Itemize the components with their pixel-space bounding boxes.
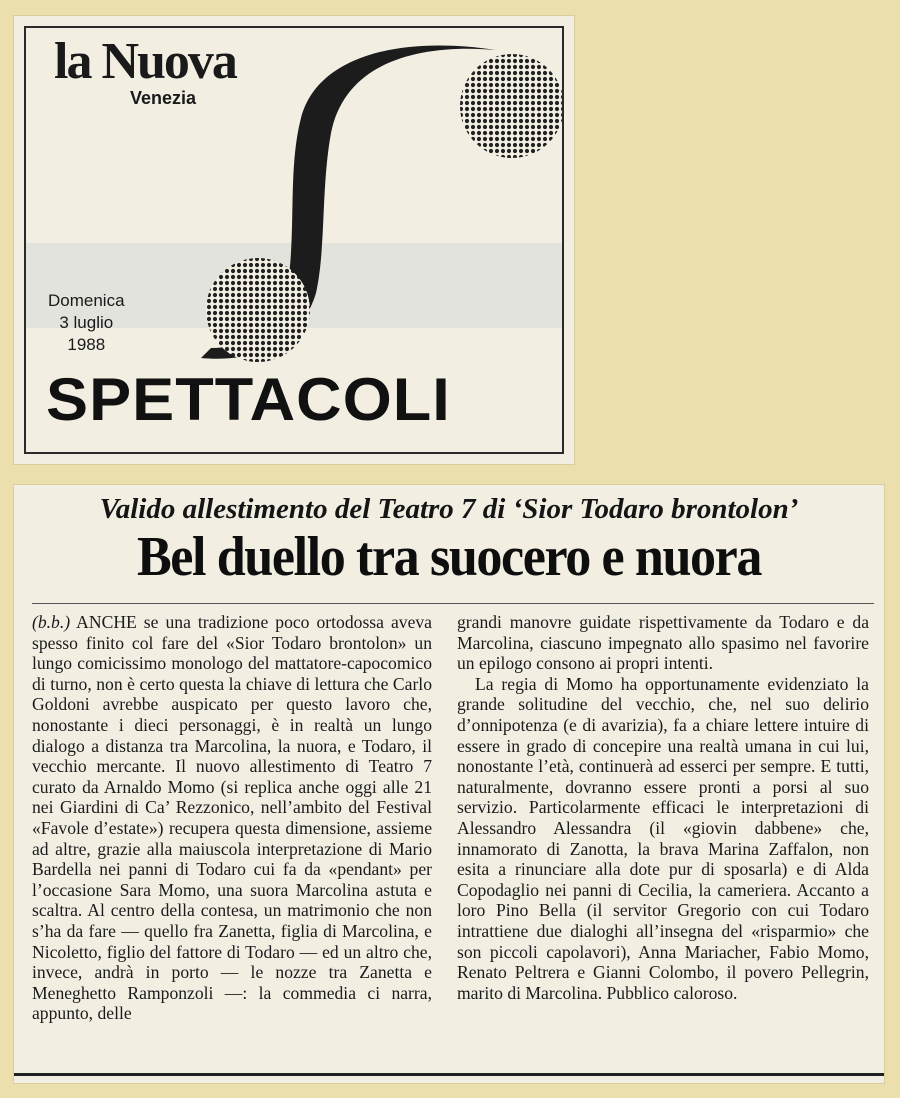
article-paragraph: La regia di Momo ha opportunamente evidenziato la grande solitudine del vecchio, che, nel suo delirio d’onnipotenza (e di avarizia), fa a chiare lettere intuire di essere in grado di concepire una realtà umana in cui lui, nonostante l’età, continuerà ad esserci per sempre. E tutti, naturalmente, dovranno essere pronti a porsi al suo servizio. Particolarmente efficaci le interpretazioni di Alessandro Alessandra (il «giovin dabbene» che, innamorato di Zanotta, la brava Marina Zaffalon, non esita a rinunciare alla dote pur di sposarla) e di Alda Copodaglio nei panni di Cecilia, la cameriera. Accanto a loro Pino Bella (il servitor Gregorio con cui Todaro intrattiene due dialoghi all’insegna del «risparmio» che son piccoli capolavori), Anna Mariacher, Fabio Momo, Renato Peltrera e Gianni Colombo, il povero Pellegrin, marito di Marcolina. Pubblico caloroso. <box>457 673 869 1003</box>
headline-divider <box>32 603 874 604</box>
date-day: Domenica <box>48 291 125 310</box>
article-kicker: Valido allestimento del Teatro 7 di ‘Sior Todaro brontolon’ <box>99 493 799 525</box>
article-clipping <box>14 485 884 1083</box>
masthead-frame <box>24 26 564 454</box>
article-column-left <box>32 612 432 1024</box>
dotted-circle-top <box>460 54 564 158</box>
date-year: 1988 <box>67 335 106 354</box>
article-paragraph: grandi manovre guidate rispettivamente da Todaro e da Marcolina, ciascuno impegnato allo spasimo nel favorire un epilogo consono ai propri intenti. <box>457 612 869 674</box>
article-column-right <box>457 612 869 1003</box>
article-paragraph <box>32 612 432 1024</box>
bottom-rule <box>14 1073 884 1076</box>
date-date: 3 luglio <box>59 313 114 332</box>
article-headline: Bel duello tra suocero e nuora <box>136 526 762 588</box>
paper-city: Venezia <box>130 88 197 108</box>
byline: (b.b.) <box>32 612 71 632</box>
dotted-circle-bottom <box>206 258 310 362</box>
masthead-clipping <box>14 16 574 464</box>
date-block <box>48 290 125 356</box>
paper-name-logo: la Nuova <box>54 33 236 90</box>
section-title: SPETTACOLI <box>46 366 451 433</box>
column-left-text: ANCHE se una tradizione poco ortodossa aveva spesso finito col fare del «Sior Todaro brontolon» un lungo comicissimo monologo del mattatore-capocomico di turno, non è certo questa la chiave di lettura che Carlo Goldoni avrebbe auspicato per questo lavoro che, nonostante i dieci personaggi, è in realtà un lungo dialogo a distanza tra Marcolina, la nuora, e Todaro, il vecchio mercante. Il nuovo allestimento di Teatro 7 curato da Arnaldo Momo (si replica anche oggi alle 21 nei Giardini di Ca’ Rezzonico, nell’ambito del Festival «Favole d’estate») recupera questa dimensione, assieme ad altre, grazie alla maiuscola interpretazione di Mario Bardella nei panni di Todaro cui fa da «pendant» per l’occasione Sara Momo, una suora Marcolina astuta e scaltra. Al centro della contesa, un matrimonio che non s’ha da fare — quello fra Zanetta, figlia di Marcolina, e Nicoletto, figlio del fattore di Todaro — ed un altro che, invece, andrà in porto — le nozze tra Zanetta e Meneghetto Ramponzoli —: la commedia ci narra, appunto, delle <box>32 612 432 1024</box>
